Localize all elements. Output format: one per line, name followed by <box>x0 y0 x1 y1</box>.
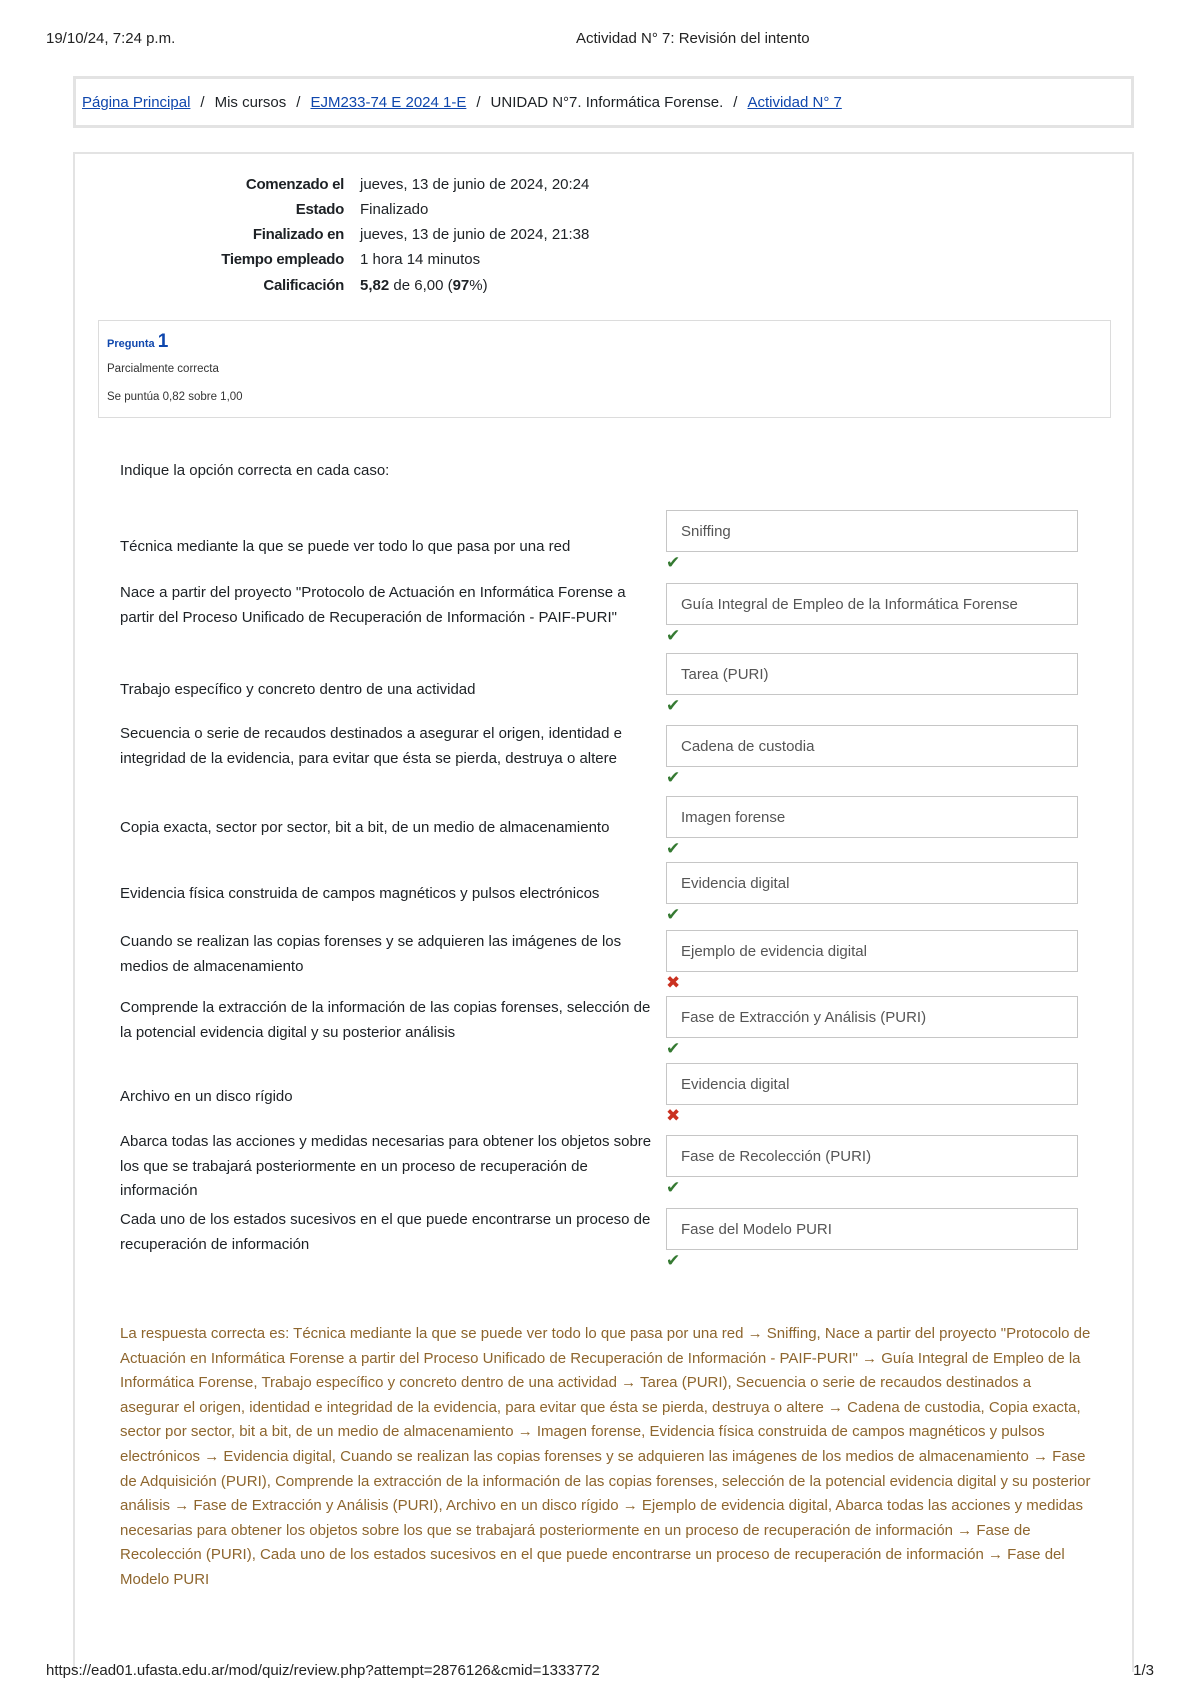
match-prompt: Nace a partir del proyecto "Protocolo de Actuación en Informática Forense a partir del Proceso Unificado de Recuperación de Información - PAIF-PURI" <box>120 584 626 626</box>
match-answer-select[interactable]: Imagen forense <box>666 796 1078 838</box>
breadcrumb-separator: / <box>733 93 738 111</box>
summary-row-finished <box>90 226 690 248</box>
question-info-box <box>98 320 1111 418</box>
match-prompt: Comprende la extracción de la información de las copias forenses, selección de la potencial evidencia digital y su posterior análisis <box>120 999 651 1041</box>
question-state: Parcialmente correcta <box>107 363 219 375</box>
incorrect-cross-icon: ✖ <box>666 973 681 992</box>
match-answer-select[interactable]: Fase de Recolección (PURI) <box>666 1135 1078 1177</box>
match-prompt: Trabajo específico y concreto dentro de una actividad <box>120 681 476 698</box>
correct-answer-feedback: La respuesta correcta es: Técnica mediante la que se puede ver todo lo que pasa por una red → Sniffing, Nace a partir del proyecto "Protocolo de Actuación en Informática Forense a partir del Proceso Unificado de Recuperación de Información - PAIF-PURI" → Guía Integral de Empleo de la Informática Forense, Trabajo específico y concreto dentro de una actividad → Tarea (PURI), Secuencia o serie de recaudos destinados a asegurar el origen, identidad e integridad de la evidencia, para evitar que ésta se pierda, destruya o altere → Cadena de custodia, Copia exacta, sector por sector, bit a bit, de un medio de almacenamiento → Imagen forense, Evidencia física construida de campos magnéticos y pulsos electrónicos → Evidencia digital, Cuando se realizan las copias forenses y se adquieren las imágenes de los medios de almacenamiento → Fase de Adquisición (PURI), Comprende la extracción de la información de las copias forenses, selección de la potencial evidencia digital y su posterior análisis → Fase de Extracción y Análisis (PURI), Archivo en un disco rígido → Ejemplo de evidencia digital, Abarca todas las acciones y medidas necesarias para obtener los objetos sobre los que se trabajará posteriormente en un proceso de recuperación de información → Fase de Recolección (PURI), Cada uno de los estados sucesivos en el que puede encontrarse un proceso de recuperación de información → Fase del Modelo PURI <box>120 1325 1091 1588</box>
summary-label: Finalizado en <box>252 226 344 243</box>
match-prompt: Secuencia o serie de recaudos destinados a asegurar el origen, identidad e integridad de la evidencia, para evitar que ésta se pierda, destruya o altere <box>120 725 623 767</box>
summary-row-grade <box>90 277 690 299</box>
correct-check-icon: ✔ <box>666 553 681 572</box>
summary-label: Calificación <box>263 277 344 294</box>
correct-check-icon: ✔ <box>666 839 681 858</box>
print-url: https://ead01.ufasta.edu.ar/mod/quiz/review.php?attempt=2876126&cmid=1333772 <box>46 1662 600 1679</box>
question-grade: Se puntúa 0,82 sobre 1,00 <box>107 391 243 403</box>
breadcrumb-my-courses: Mis cursos <box>214 93 287 111</box>
summary-label: Tiempo empleado <box>221 251 344 268</box>
summary-value: 1 hora 14 minutos <box>360 251 481 268</box>
match-answer-select[interactable]: Sniffing <box>666 510 1078 552</box>
match-prompt: Archivo en un disco rígido <box>120 1088 293 1105</box>
question-text: Indique la opción correcta en cada caso: <box>120 462 390 479</box>
question-label: Pregunta <box>107 338 155 350</box>
correct-check-icon: ✔ <box>666 1251 681 1270</box>
print-header <box>46 30 1154 50</box>
match-answer-select[interactable]: Evidencia digital <box>666 1063 1078 1105</box>
summary-row-started <box>90 176 690 198</box>
breadcrumb-unit: UNIDAD N°7. Informática Forense. <box>490 93 724 111</box>
breadcrumb-home-link[interactable]: Página Principal <box>82 93 191 111</box>
print-page-number: 1/3 <box>1133 1662 1154 1679</box>
match-answer-select[interactable]: Guía Integral de Empleo de la Informática Forense <box>666 583 1078 625</box>
correct-check-icon: ✔ <box>666 1178 681 1197</box>
match-prompt: Cada uno de los estados sucesivos en el que puede encontrarse un proceso de recuperación de información <box>120 1211 651 1253</box>
grade-end: %) <box>469 277 488 294</box>
correct-check-icon: ✔ <box>666 905 681 924</box>
match-prompt: Abarca todas las acciones y medidas necesarias para obtener los objetos sobre los que se trabajará posteriormente en un proceso de recuperación de información <box>120 1133 652 1199</box>
summary-value: Finalizado <box>360 201 429 218</box>
match-answer-select[interactable]: Fase de Extracción y Análisis (PURI) <box>666 996 1078 1038</box>
breadcrumb-activity-link[interactable]: Actividad N° 7 <box>747 93 842 111</box>
summary-value: jueves, 13 de junio de 2024, 20:24 <box>360 176 590 193</box>
breadcrumb <box>73 76 1134 128</box>
match-answer-select[interactable]: Fase del Modelo PURI <box>666 1208 1078 1250</box>
match-prompt: Copia exacta, sector por sector, bit a bit, de un medio de almacenamiento <box>120 819 610 836</box>
breadcrumb-separator: / <box>296 93 301 111</box>
correct-check-icon: ✔ <box>666 768 681 787</box>
correct-check-icon: ✔ <box>666 1039 681 1058</box>
breadcrumb-separator: / <box>200 93 205 111</box>
match-answer-select[interactable]: Cadena de custodia <box>666 725 1078 767</box>
print-footer <box>46 1662 1154 1682</box>
grade-percent: 97 <box>452 277 470 294</box>
summary-row-state <box>90 201 690 223</box>
summary-row-time <box>90 251 690 273</box>
match-answer-select[interactable]: Ejemplo de evidencia digital <box>666 930 1078 972</box>
question-number <box>107 331 168 353</box>
grade-score: 5,82 <box>360 277 390 294</box>
correct-check-icon: ✔ <box>666 696 681 715</box>
summary-value <box>360 277 488 294</box>
match-answer-select[interactable]: Tarea (PURI) <box>666 653 1078 695</box>
question-number-value: 1 <box>157 331 169 352</box>
grade-of: de 6,00 ( <box>389 277 453 294</box>
match-prompt: Evidencia física construida de campos magnéticos y pulsos electrónicos <box>120 885 600 902</box>
correct-check-icon: ✔ <box>666 626 681 645</box>
breadcrumb-course-link[interactable]: EJM233-74 E 2024 1-E <box>310 93 467 111</box>
summary-label: Estado <box>295 201 344 218</box>
print-date: 19/10/24, 7:24 p.m. <box>46 30 176 47</box>
summary-value: jueves, 13 de junio de 2024, 21:38 <box>360 226 590 243</box>
summary-label: Comenzado el <box>245 176 344 193</box>
match-prompt: Cuando se realizan las copias forenses y se adquieren las imágenes de los medios de almacenamiento <box>120 933 622 975</box>
breadcrumb-separator: / <box>476 93 481 111</box>
match-prompt: Técnica mediante la que se puede ver todo lo que pasa por una red <box>120 538 571 555</box>
print-title: Actividad N° 7: Revisión del intento <box>576 30 810 47</box>
incorrect-cross-icon: ✖ <box>666 1106 681 1125</box>
match-answer-select[interactable]: Evidencia digital <box>666 862 1078 904</box>
